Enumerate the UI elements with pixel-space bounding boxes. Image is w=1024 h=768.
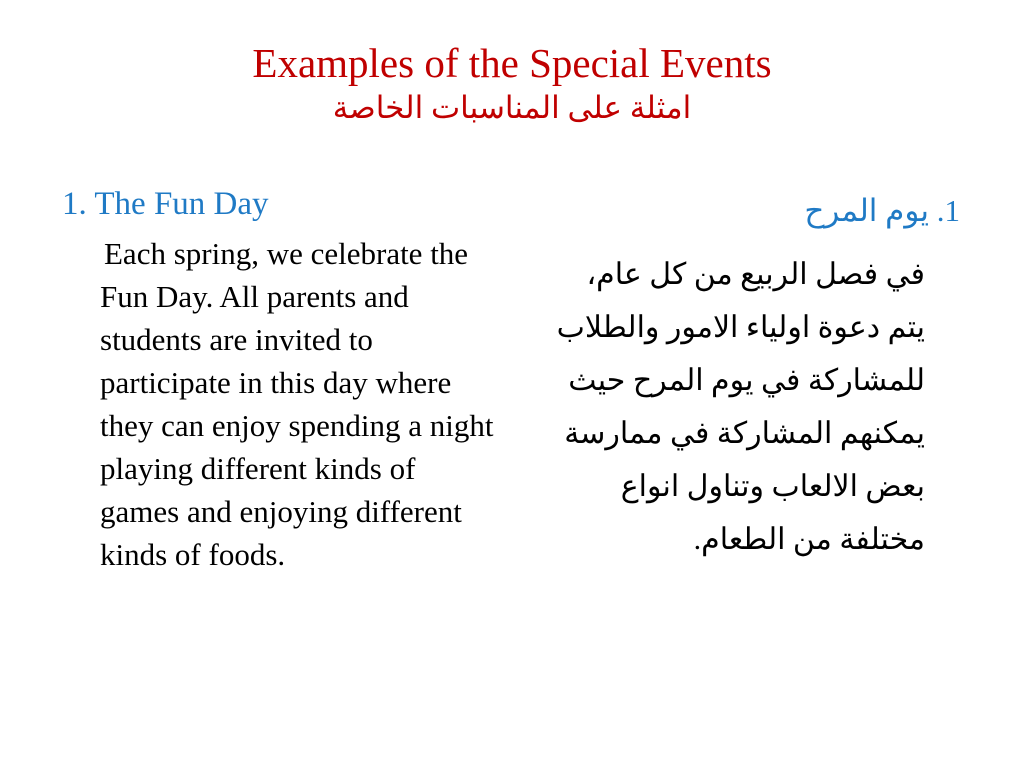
arabic-item-heading: 1. يوم المرح [804,193,960,228]
arabic-item-body: في فصل الربيع من كل عام، يتم دعوة اولياء الامور والطلاب للمشاركة في يوم المرح حيث يمكنهم المشاركة في ممارسة بعض الالعاب وتناول انواع مختلفة من الطعام. [556,258,925,556]
english-item-body: Each spring, we celebrate the Fun Day. All parents and students are invited to participate in this day where they can enjoy spending a night playing different kinds of games and enjoying different kinds of foods. [100,236,494,572]
arabic-column [530,188,960,566]
english-item-heading: 1. The Fun Day [62,186,269,222]
slide-title-english: Examples of the Special Events [252,40,772,86]
slide-title-arabic: امثلة على المناسبات الخاصة [332,90,692,125]
slide-title-block [0,38,1024,128]
english-column [62,182,502,576]
